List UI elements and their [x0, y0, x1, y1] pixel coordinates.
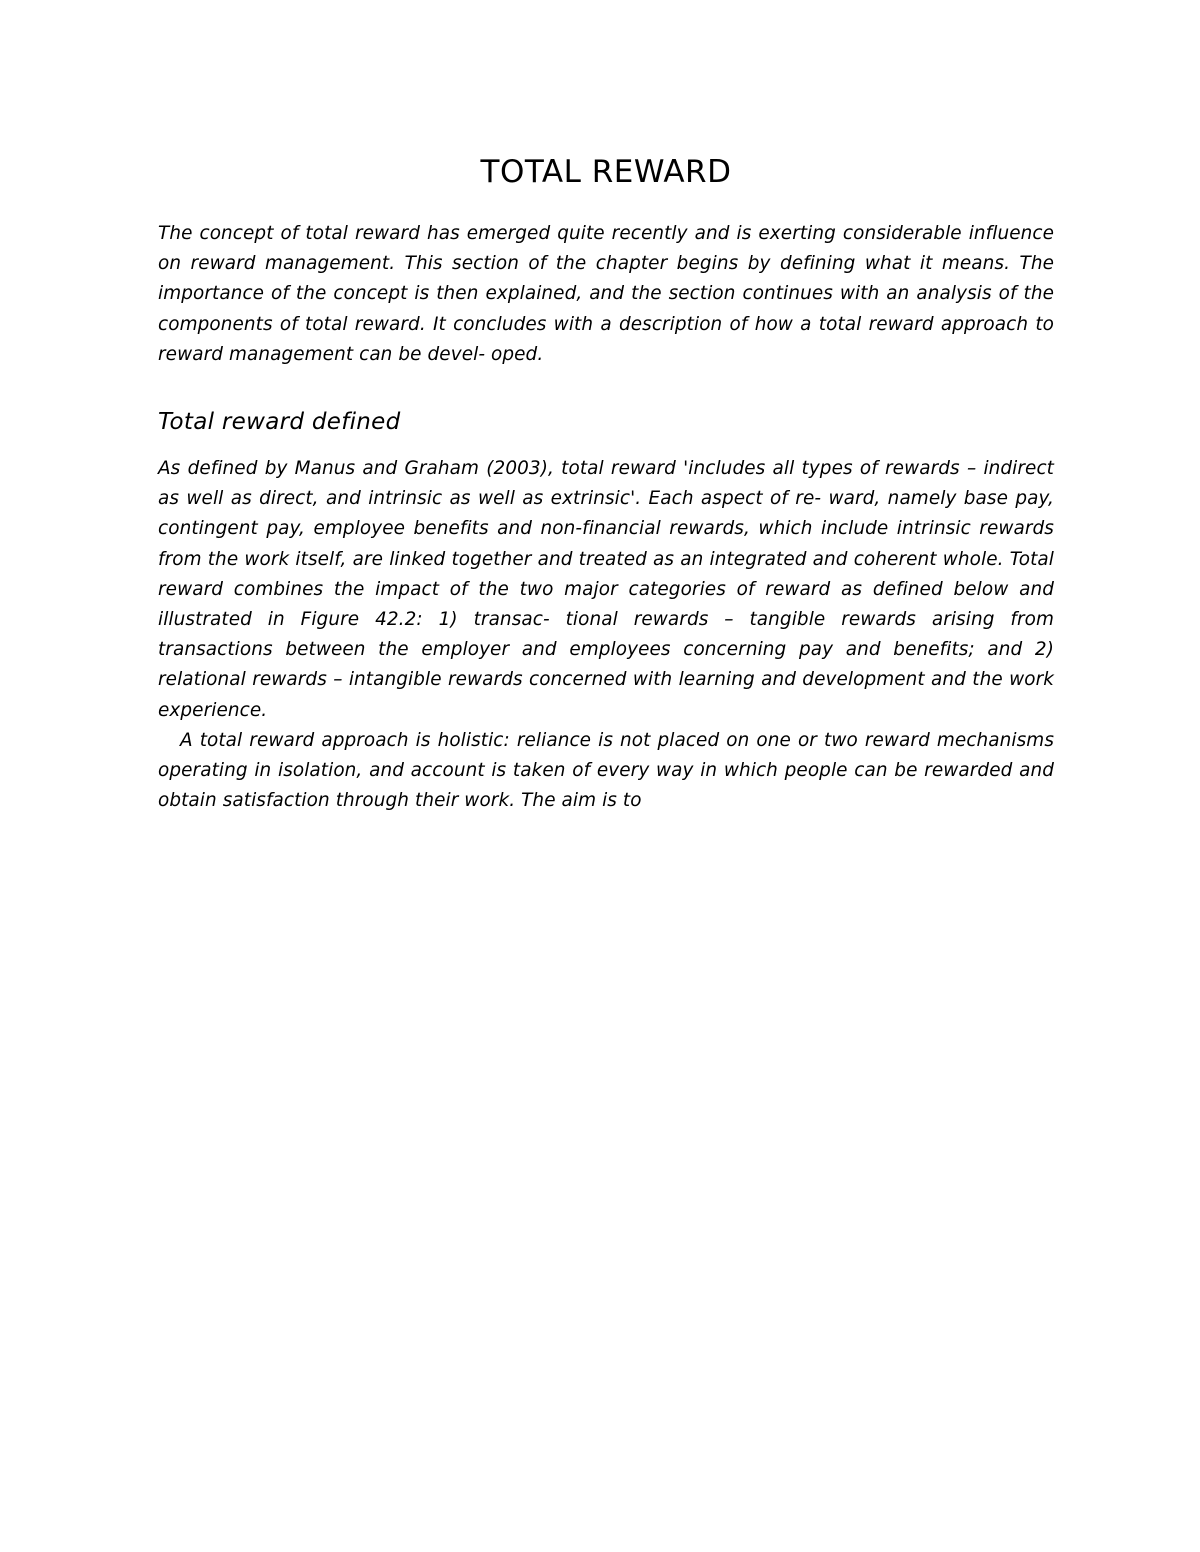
document-title: TOTAL REWARD — [480, 154, 732, 190]
body-paragraph: As defined by Manus and Graham (2003), total reward 'includes all types of rewards – indirect as well as direct, and intrinsic as well as extrinsic'. Each aspect of re- ward, namely base pay, contingent pay, employee benefits and non-financial rewards, which include intrinsic rewards from the work itself, are linked together and treated as an integrated and coherent whole. Total reward combines the impact of the two major categories of reward as defined below and illustrated in Figure 42.2: 1) transac- tional rewards – tangible rewards arising from transactions between the employer and employees concerning pay and benefits; and 2) relational rewards – intangible rewards concerned with learning and development and the work experience. — [158, 458, 1054, 721]
body-paragraph: A total reward approach is holistic: reliance is not placed on one or two reward mechanisms operating in isolation, and account is taken of every way in which people can be rewarded and obtain satisfaction through their work. The aim is to — [158, 729, 1054, 812]
intro-paragraph: The concept of total reward has emerged quite recently and is exerting considerable influence on reward management. This section of the chapter begins by defining what it means. The importance of the concept is then explained, and the section continues with an analysis of the components of total reward. It concludes with a description of how a total reward approach to reward management can be devel- oped. — [158, 223, 1054, 365]
section-heading: Total reward defined — [158, 409, 401, 435]
section-body — [158, 454, 1054, 816]
